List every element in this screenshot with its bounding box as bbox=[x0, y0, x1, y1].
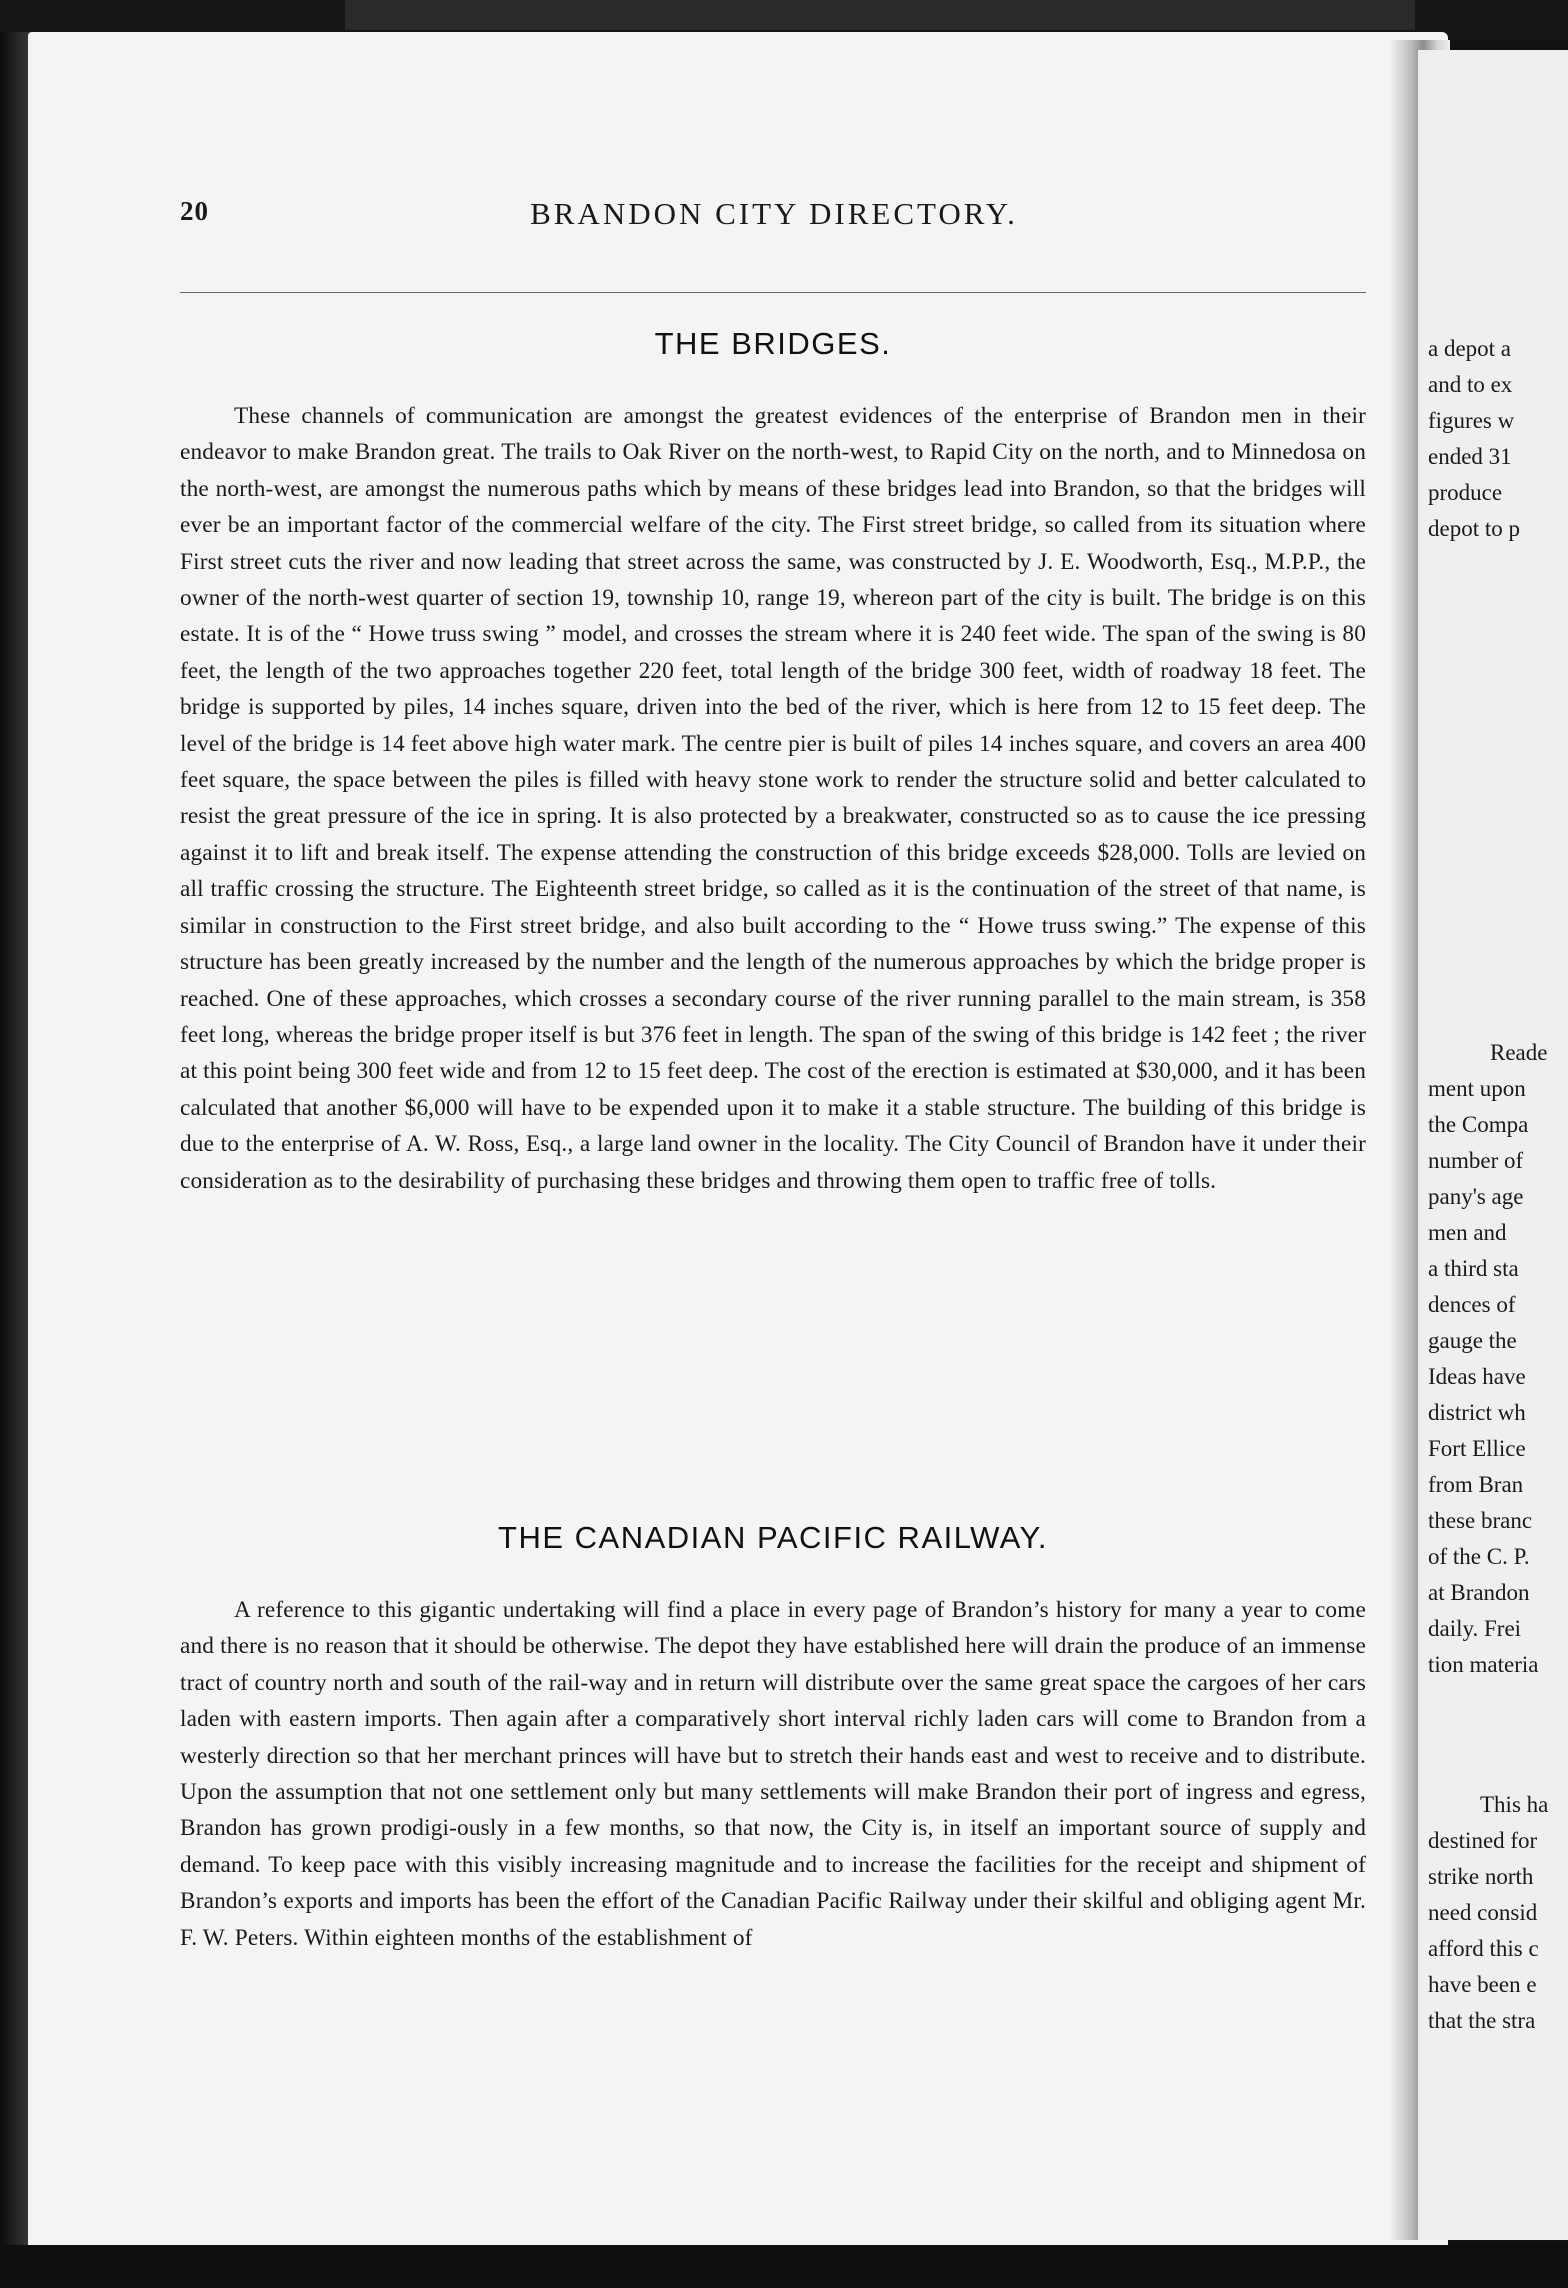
fragment-line: Reade bbox=[1490, 1040, 1548, 1065]
fragment-line: produce bbox=[1428, 480, 1503, 505]
fragment-line: and to ex bbox=[1428, 372, 1513, 397]
fragment-line: a depot a bbox=[1428, 336, 1512, 361]
fragment-line: dences of bbox=[1428, 1292, 1516, 1317]
section-heading-bridges: THE BRIDGES. bbox=[654, 326, 892, 361]
fragment-line: these branc bbox=[1428, 1508, 1533, 1533]
fragment-line: the Compa bbox=[1428, 1112, 1529, 1137]
fragment-line: ment upon bbox=[1428, 1076, 1526, 1101]
running-title: BRANDON CITY DIRECTORY. bbox=[530, 196, 1018, 231]
paragraph-bridges: These channels of communication are amongst the greatest evidences of the enterprise of Brandon men in their endeavor to make Brandon great. The trails to Oak River on the north-west, to Rapid City on the north, and to Minnedosa on the north-west, are amongst the numerous paths which by means of these bridges lead into Brandon, so that the bridges will ever be an important factor of the commercial welfare of the city. The First street bridge, so called from its situation where First street cuts the river and now leading that street across the same, was constructed by J. E. Woodworth, Esq., M.P.P., the owner of the north-west quarter of section 19, township 10, range 19, whereon part of the city is built. The bridge is on this estate. It is of the “ Howe truss swing ” model, and crosses the stream where it is 240 feet wide. The span of the swing is 80 feet, the length of the two approaches together 220 feet, total length of the bridge 300 feet, width of roadway 18 feet. The bridge is supported by piles, 14 inches square, driven into the bed of the river, which is here from 12 to 15 feet deep. The level of the bridge is 14 feet above high water mark. The centre pier is built of piles 14 inches square, and covers an area 400 feet square, the space between the piles is filled with heavy stone work to render the structure solid and better calculated to resist the great pressure of the ice in spring. It is also protected by a breakwater, constructed so as to cause the ice pressing against it to lift and break itself. The expense attending the construction of this bridge exceeds $28,000. Tolls are levied on all traffic crossing the structure. The Eighteenth street bridge, so called as it is the continuation of the street of that name, is similar in construction to the First street bridge, and also built according to the “ Howe truss swing.” The expense of this structure has been greatly increased by the number and the length of the numerous approaches by which the bridge proper is reached. One of these approaches, which crosses a secondary course of the river running parallel to the main stream, is 358 feet long, whereas the bridge proper itself is but 376 feet in length. The span of the swing of this bridge is 142 feet ; the river at this point being 300 feet wide and from 12 to 15 feet deep. The cost of the erection is estimated at $30,000, and it has been calculated that another $6,000 will have to be expended upon it to make it a stable structure. The building of this bridge is due to the enterprise of A. W. Ross, Esq., a large land owner in the locality. The City Council of Brandon have it under their consideration as to the desirability of purchasing these bridges and throwing them open to traffic free of tolls. bbox=[180, 403, 1366, 1194]
header-rule bbox=[180, 292, 1366, 293]
section-heading-cpr: THE CANADIAN PACIFIC RAILWAY. bbox=[498, 1520, 1048, 1555]
scan-top-strip bbox=[345, 0, 1415, 30]
fragment-line: daily. Frei bbox=[1428, 1616, 1522, 1641]
fragment-line: at Brandon bbox=[1428, 1580, 1530, 1605]
fragment-line: that the stra bbox=[1428, 2008, 1536, 2033]
adjacent-page-fragment bbox=[1418, 50, 1568, 2240]
fragment-line: afford this c bbox=[1428, 1936, 1539, 1961]
page-number: 20 bbox=[180, 196, 209, 226]
fragment-line: tion materia bbox=[1428, 1652, 1539, 1677]
fragment-line: ended 31 bbox=[1428, 444, 1512, 469]
fragment-line: This ha bbox=[1480, 1792, 1549, 1817]
fragment-line: Ideas have bbox=[1428, 1364, 1526, 1389]
fragment-line: have been e bbox=[1428, 1972, 1537, 1997]
fragment-line: depot to p bbox=[1428, 516, 1520, 541]
fragment-line: men and bbox=[1428, 1220, 1507, 1245]
fragment-line: strike north bbox=[1428, 1864, 1534, 1889]
fragment-line: a third sta bbox=[1428, 1256, 1519, 1281]
fragment-line: figures w bbox=[1428, 408, 1515, 433]
fragment-line: from Bran bbox=[1428, 1472, 1524, 1497]
paragraph-cpr: A reference to this gigantic undertaking will find a place in every page of Brandon’s history for many a year to come and there is no reason that it should be otherwise. The depot they have established here will drain the produce of an immense tract of country north and south of the rail-way and in return will distribute over the same great space the cargoes of her cars laden with eastern imports. Then again after a comparatively short interval richly laden cars will come to Brandon from a westerly direction so that her merchant princes will have but to stretch their hands east and west to receive and to distribute. Upon the assumption that not one settlement only but many settlements will make Brandon their port of ingress and egress, Brandon has grown prodigi-ously in a few months, so that now, the City is, in itself an important source of supply and demand. To keep pace with this visibly increasing magnitude and to increase the facilities for the receipt and shipment of Brandon’s exports and imports has been the effort of the Canadian Pacific Railway under their skilful and obliging agent Mr. F. W. Peters. Within eighteen months of the establishment of bbox=[180, 1597, 1366, 1951]
fragment-line: pany's age bbox=[1428, 1184, 1524, 1209]
fragment-line: number of bbox=[1428, 1148, 1524, 1173]
fragment-line: gauge the bbox=[1428, 1328, 1517, 1353]
fragment-line: of the C. P. bbox=[1428, 1544, 1530, 1569]
scan-bottom-border bbox=[0, 2245, 1568, 2288]
scan-left-edge bbox=[0, 32, 30, 2254]
page-header bbox=[180, 196, 1368, 236]
fragment-line: Fort Ellice bbox=[1428, 1436, 1526, 1461]
fragment-line: destined for bbox=[1428, 1828, 1538, 1853]
fragment-line: district wh bbox=[1428, 1400, 1526, 1425]
fragment-line: need consid bbox=[1428, 1900, 1538, 1925]
